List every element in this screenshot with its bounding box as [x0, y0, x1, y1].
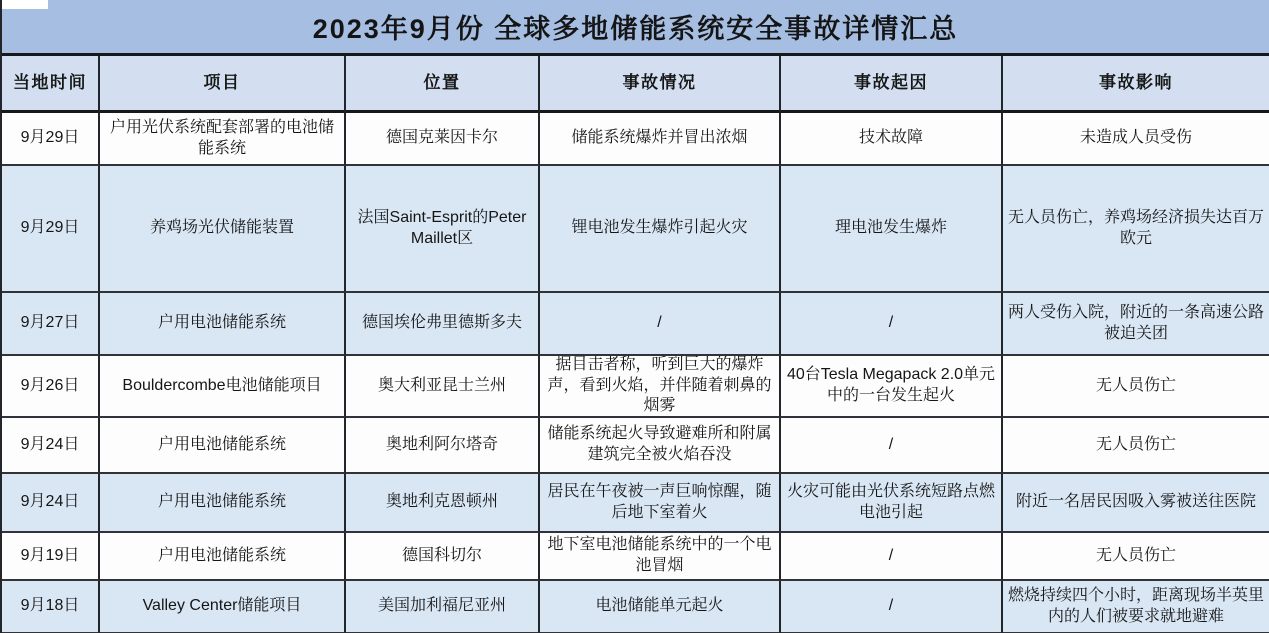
- cell-project: Valley Center储能项目: [100, 581, 346, 633]
- cell-project: Bouldercombe电池储能项目: [100, 356, 346, 418]
- cell-location: 奥地利阿尔塔奇: [346, 418, 540, 474]
- table-row: [2, 418, 1269, 474]
- cell-location: 奥地利克恩顿州: [346, 474, 540, 533]
- table-row: [2, 356, 1269, 418]
- cell-date: 9月27日: [2, 293, 100, 356]
- table-row: [2, 533, 1269, 581]
- cell-impact: 无人员伤亡: [1003, 418, 1269, 474]
- cell-incident: 电池储能单元起火: [540, 581, 781, 633]
- cell-incident: 居民在午夜被一声巨响惊醒，随后地下室着火: [540, 474, 781, 533]
- cell-location: 美国加利福尼亚州: [346, 581, 540, 633]
- table-body: [2, 113, 1269, 633]
- cell-incident: 锂电池发生爆炸引起火灾: [540, 166, 781, 293]
- cell-date: 9月19日: [2, 533, 100, 581]
- cell-cause: 技术故障: [781, 113, 1003, 166]
- cell-cause: /: [781, 581, 1003, 633]
- cell-date: 9月24日: [2, 418, 100, 474]
- column-header-impact: 事故影响: [1003, 56, 1269, 113]
- table-row: [2, 474, 1269, 533]
- cell-project: 户用电池储能系统: [100, 533, 346, 581]
- cell-project: 户用电池储能系统: [100, 418, 346, 474]
- cell-location: 德国埃伦弗里德斯多夫: [346, 293, 540, 356]
- column-header-date: 当地时间: [2, 56, 100, 113]
- cell-cause: /: [781, 533, 1003, 581]
- cell-project: 户用光伏系统配套部署的电池储能系统: [100, 113, 346, 166]
- cell-cause: 理电池发生爆炸: [781, 166, 1003, 293]
- column-header-project: 项目: [100, 56, 346, 113]
- cell-incident: /: [540, 293, 781, 356]
- cell-date: 9月29日: [2, 113, 100, 166]
- cell-project: 养鸡场光伏储能装置: [100, 166, 346, 293]
- cell-incident: 据目击者称，听到巨大的爆炸声，看到火焰，并伴随着刺鼻的烟雾: [540, 356, 781, 418]
- cell-impact: 燃烧持续四个小时，距离现场半英里内的人们被要求就地避难: [1003, 581, 1269, 633]
- cell-date: 9月18日: [2, 581, 100, 633]
- cell-impact: 无人员伤亡: [1003, 356, 1269, 418]
- cell-impact: 附近一名居民因吸入雾被送往医院: [1003, 474, 1269, 533]
- cell-cause: 火灾可能由光伏系统短路点燃电池引起: [781, 474, 1003, 533]
- cell-location: 德国科切尔: [346, 533, 540, 581]
- table-header-row: [2, 56, 1269, 113]
- cell-impact: 未造成人员受伤: [1003, 113, 1269, 166]
- cell-date: 9月29日: [2, 166, 100, 293]
- cell-incident: 地下室电池储能系统中的一个电池冒烟: [540, 533, 781, 581]
- cell-location: 德国克莱因卡尔: [346, 113, 540, 166]
- cell-incident: 储能系统起火导致避难所和附属建筑完全被火焰吞没: [540, 418, 781, 474]
- cell-cause: /: [781, 418, 1003, 474]
- cell-incident: 储能系统爆炸并冒出浓烟: [540, 113, 781, 166]
- column-header-incident: 事故情况: [540, 56, 781, 113]
- cell-impact: 无人员伤亡: [1003, 533, 1269, 581]
- table-row: [2, 113, 1269, 166]
- cell-cause: /: [781, 293, 1003, 356]
- table-row: [2, 581, 1269, 633]
- column-header-cause: 事故起因: [781, 56, 1003, 113]
- cell-impact: 无人员伤亡，养鸡场经济损失达百万欧元: [1003, 166, 1269, 293]
- page-title: 2023年9月份 全球多地储能系统安全事故详情汇总: [312, 14, 959, 44]
- cell-date: 9月24日: [2, 474, 100, 533]
- cell-location: 奥大利亚昆士兰州: [346, 356, 540, 418]
- column-header-location: 位置: [346, 56, 540, 113]
- table-row: [2, 293, 1269, 356]
- cell-location: 法国Saint-Esprit的Peter Maillet区: [346, 166, 540, 293]
- cell-cause: 40台Tesla Megapack 2.0单元中的一台发生起火: [781, 356, 1003, 418]
- cell-project: 户用电池储能系统: [100, 293, 346, 356]
- cell-date: 9月26日: [2, 356, 100, 418]
- corner-artifact: [2, 0, 48, 9]
- table-title-bar: [2, 0, 1269, 56]
- cell-impact: 两人受伤入院，附近的一条高速公路被迫关团: [1003, 293, 1269, 356]
- table-row: [2, 166, 1269, 293]
- cell-project: 户用电池储能系统: [100, 474, 346, 533]
